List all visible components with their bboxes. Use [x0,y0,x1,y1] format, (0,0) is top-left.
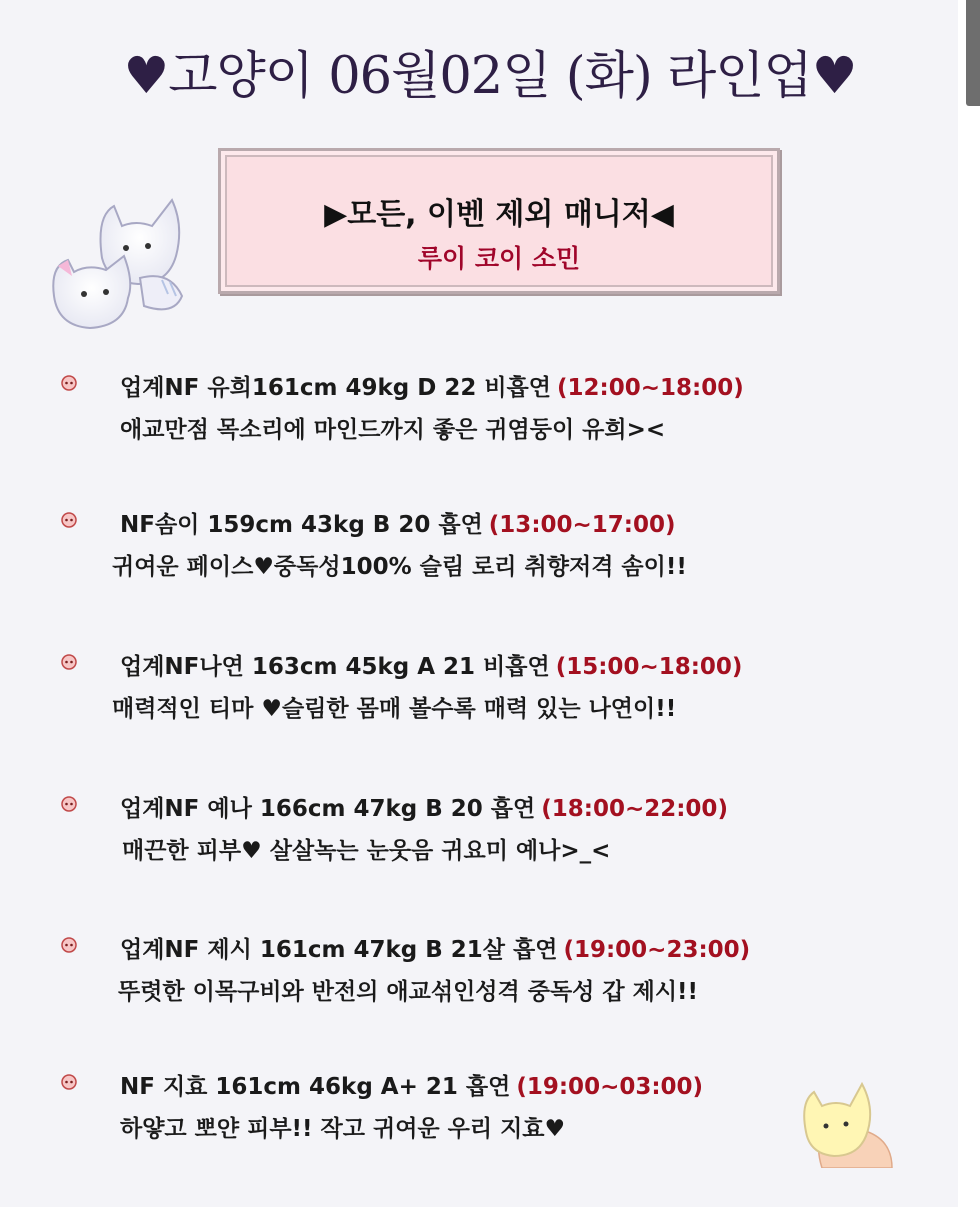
entry-description: 애교만점 목소리에 마인드까지 좋은 귀염둥이 유희>< [120,417,666,443]
cat-illustration-top [44,186,204,336]
cat-illustration-bottom [792,1076,900,1168]
entry-time: (15:00~18:00) [555,654,743,680]
banner-managers: 루이 코이 소민 [417,244,581,273]
entry-info: NF솜이 159cm 43kg B 20 흡연 (13:00~17:00) [120,512,676,538]
entry-info: NF 지효 161cm 46kg A+ 21 흡연 (19:00~03:00) [120,1074,704,1100]
face-bullet-icon [61,937,77,953]
scrollbar[interactable] [958,0,980,1207]
manager-banner [218,148,780,294]
entry-time: (13:00~17:00) [488,512,676,538]
face-bullet-icon [61,512,77,528]
entry-info: 업계NF나연 163cm 45kg A 21 비흡연 (15:00~18:00) [120,654,743,680]
entry-info: 업계NF 제시 161cm 47kg B 21살 흡연 (19:00~23:00) [120,937,751,963]
scrollbar-thumb[interactable] [966,0,980,106]
entry-time: (19:00~23:00) [563,937,751,963]
entry-description: 매력적인 티마 ♥슬림한 몸매 볼수록 매력 있는 나연이!! [112,696,677,722]
entry-description: 뚜렷한 이목구비와 반전의 애교섞인성격 중독성 갑 제시!! [118,979,699,1005]
banner-title: ▶모든, 이벤 제외 매니저◀ [324,197,674,232]
entry-time: (18:00~22:00) [541,796,728,822]
page-title: ♥고양이 06월02일 (화) 라인업♥ [123,47,857,106]
entry-time: (19:00~03:00) [516,1074,704,1100]
entry-time: (12:00~18:00) [557,375,744,401]
entry-description: 매끈한 피부♥ 살살녹는 눈웃음 귀요미 예나>_< [122,838,611,864]
entry-description: 하얗고 뽀얀 피부!! 작고 귀여운 우리 지효♥ [120,1116,566,1142]
entry-description: 귀여운 페이스♥중독성100% 슬림 로리 취향저격 솜이!! [112,554,687,580]
entry-info: 업계NF 유희161cm 49kg D 22 비흡연 (12:00~18:00) [120,375,744,401]
entry-info: 업계NF 예나 166cm 47kg B 20 흡연 (18:00~22:00) [120,796,728,822]
face-bullet-icon [61,654,77,670]
face-bullet-icon [61,1074,77,1090]
face-bullet-icon [61,375,77,391]
face-bullet-icon [61,796,77,812]
